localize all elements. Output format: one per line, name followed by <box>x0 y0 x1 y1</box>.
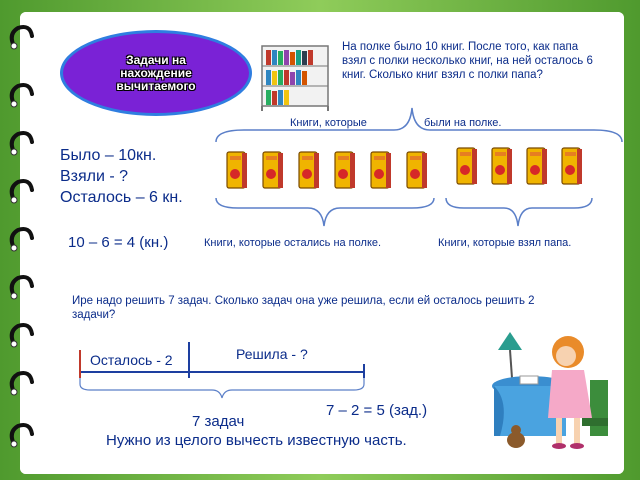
girl-at-desk-illustration <box>490 322 614 452</box>
problem2-text: Ире надо решить 7 задач. Сколько задач она уже решила, если ей осталось решить 2 задачи? <box>72 295 535 321</box>
title-text: Задачи на нахождение вычитаемого <box>116 52 196 93</box>
spiral-ring <box>6 80 36 110</box>
right-books-caption: Книги, которые взял папа. <box>438 237 572 249</box>
spiral-ring <box>6 224 36 254</box>
total-label: 7 задач <box>192 413 245 430</box>
spiral-ring <box>6 128 36 158</box>
bookshelf-picture <box>258 40 332 112</box>
spiral-ring <box>6 420 36 450</box>
book-icon <box>491 146 513 186</box>
left-books-caption: Книги, которые остались на полке. <box>204 237 382 249</box>
spiral-ring <box>6 320 36 350</box>
given-line-3: Осталось – 6 кн. <box>60 189 183 206</box>
spiral-ring <box>6 272 36 302</box>
given-line-2: Взяли - ? <box>60 168 129 185</box>
book-icon <box>370 150 392 190</box>
book-icon <box>298 150 320 190</box>
book-icon <box>526 146 548 186</box>
spiral-ring <box>6 368 36 398</box>
problem2-solution: 7 – 2 = 5 (зад.) <box>326 402 428 419</box>
book-icon <box>456 146 478 186</box>
spiral-ring <box>6 22 36 52</box>
rule-text: Нужно из целого вычесть известную часть. <box>106 432 407 449</box>
book-icon <box>262 150 284 190</box>
book-icon <box>226 150 248 190</box>
left-bottom-brace <box>214 196 436 230</box>
book-icon <box>561 146 583 186</box>
problem1-solution: 10 – 6 = 4 (кн.) <box>68 234 169 251</box>
problem1-text: На полке было 10 книг. После того, как папа взял с полки несколько книг, на ней осталось 6 книг. Сколько книг взял с полки папа? <box>342 41 593 81</box>
brace-top-left-label: Книги, которые <box>290 117 367 129</box>
given-line-1: Было – 10кн. <box>60 147 157 164</box>
brace-top-right-label: были на полке. <box>424 117 502 129</box>
book-icon <box>406 150 428 190</box>
book-icon <box>334 150 356 190</box>
remaining-label: Осталось - 2 <box>90 352 173 368</box>
solved-label: Решила - ? <box>236 346 308 362</box>
right-bottom-brace <box>444 196 594 230</box>
top-brace <box>214 104 624 144</box>
spiral-ring <box>6 176 36 206</box>
